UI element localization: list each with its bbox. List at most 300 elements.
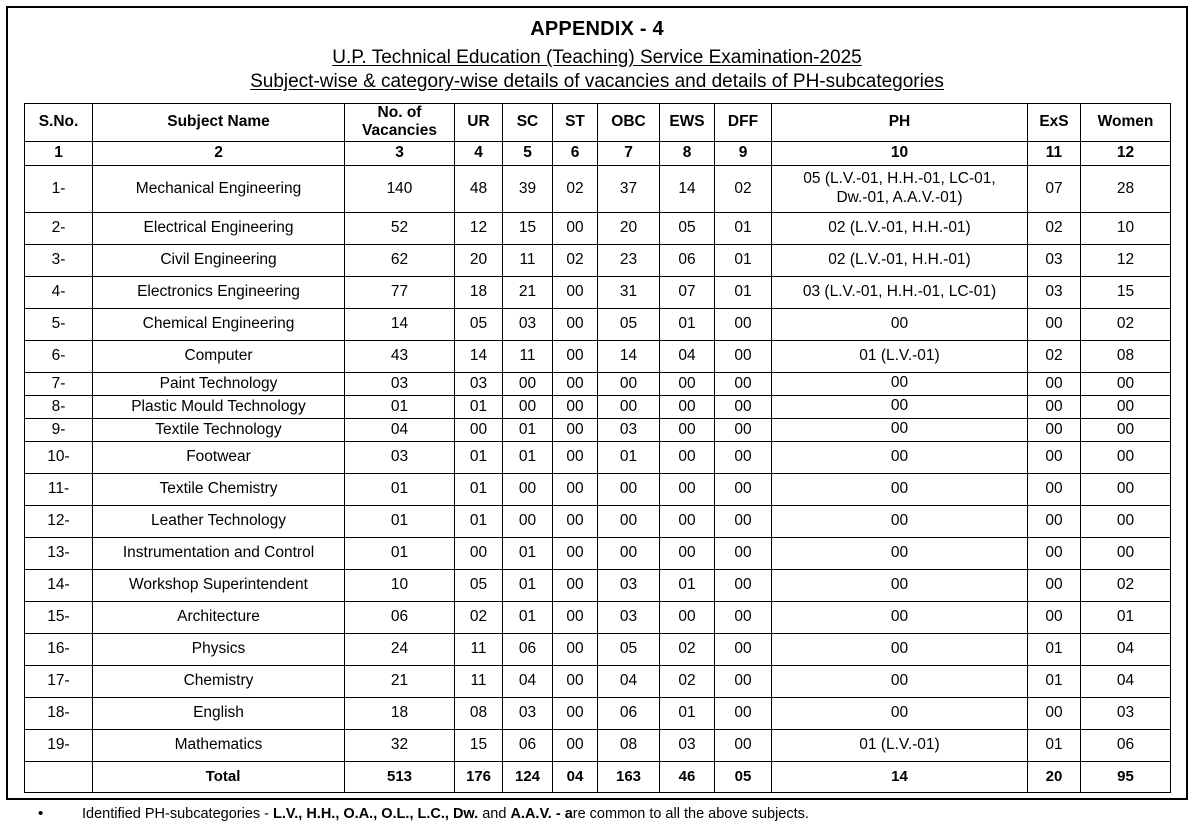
table-row [25, 308, 1171, 340]
cell-vacancies: 01 [345, 537, 455, 569]
total-cell-sc: 124 [503, 761, 553, 792]
cell-st: 00 [553, 276, 598, 308]
col-header-subject: Subject Name [93, 103, 345, 141]
cell-st: 00 [553, 505, 598, 537]
cell-women: 06 [1081, 729, 1171, 761]
cell-vacancies: 04 [345, 418, 455, 441]
col-header-vacancies-line1: No. of [378, 104, 422, 121]
cell-ur: 14 [455, 340, 503, 372]
col-number-1: 1 [25, 141, 93, 165]
cell-vacancies: 10 [345, 569, 455, 601]
col-header-exs: ExS [1028, 103, 1081, 141]
cell-dff: 00 [715, 441, 772, 473]
cell-vacancies: 24 [345, 633, 455, 665]
cell-subject: Textile Chemistry [93, 473, 345, 505]
subtitle [24, 70, 1170, 94]
cell-sc: 00 [503, 473, 553, 505]
cell-dff: 01 [715, 276, 772, 308]
cell-sno: 17- [25, 665, 93, 697]
cell-dff: 00 [715, 308, 772, 340]
col-header-vacancies [345, 103, 455, 141]
cell-ews: 07 [660, 276, 715, 308]
cell-ur: 15 [455, 729, 503, 761]
cell-ews: 00 [660, 537, 715, 569]
cell-ews: 00 [660, 505, 715, 537]
cell-ews: 00 [660, 395, 715, 418]
cell-subject: Footwear [93, 441, 345, 473]
cell-exs: 00 [1028, 537, 1081, 569]
cell-obc: 05 [598, 308, 660, 340]
cell-women: 28 [1081, 165, 1171, 212]
cell-ews: 02 [660, 633, 715, 665]
cell-ews: 01 [660, 308, 715, 340]
col-header-sno: S.No. [25, 103, 93, 141]
cell-ur: 03 [455, 372, 503, 395]
cell-ph: 05 (L.V.-01, H.H.-01, LC-01, Dw.-01, A.A.V.-01) [772, 165, 1028, 212]
table-row [25, 418, 1171, 441]
cell-women: 01 [1081, 601, 1171, 633]
cell-sno: 10- [25, 441, 93, 473]
cell-st: 00 [553, 697, 598, 729]
cell-ur: 05 [455, 569, 503, 601]
table-row [25, 569, 1171, 601]
cell-ews: 00 [660, 601, 715, 633]
cell-ur: 01 [455, 473, 503, 505]
col-header-women: Women [1081, 103, 1171, 141]
cell-st: 00 [553, 441, 598, 473]
header-row-numbers [25, 141, 1171, 165]
exam-title-text: U.P. Technical Education (Teaching) Service Examination-2025 [332, 47, 862, 68]
cell-ur: 02 [455, 601, 503, 633]
total-cell-dff: 05 [715, 761, 772, 792]
cell-sno: 9- [25, 418, 93, 441]
cell-ph: 02 (L.V.-01, H.H.-01) [772, 212, 1028, 244]
cell-sc: 01 [503, 441, 553, 473]
total-cell-sno [25, 761, 93, 792]
cell-obc: 31 [598, 276, 660, 308]
cell-women: 04 [1081, 665, 1171, 697]
table-row [25, 395, 1171, 418]
cell-exs: 02 [1028, 212, 1081, 244]
cell-sc: 11 [503, 244, 553, 276]
page-title: APPENDIX - 4 [24, 18, 1170, 41]
table-row [25, 473, 1171, 505]
cell-dff: 00 [715, 473, 772, 505]
cell-sno: 8- [25, 395, 93, 418]
cell-ph: 00 [772, 569, 1028, 601]
cell-ur: 01 [455, 441, 503, 473]
cell-women: 00 [1081, 418, 1171, 441]
cell-sno: 18- [25, 697, 93, 729]
cell-sno: 7- [25, 372, 93, 395]
col-number-8: 8 [660, 141, 715, 165]
cell-sno: 4- [25, 276, 93, 308]
cell-vacancies: 14 [345, 308, 455, 340]
cell-subject: Mechanical Engineering [93, 165, 345, 212]
table-row [25, 244, 1171, 276]
cell-ph: 00 [772, 395, 1028, 418]
table-body [25, 165, 1171, 792]
cell-sc: 03 [503, 697, 553, 729]
cell-obc: 14 [598, 340, 660, 372]
cell-women: 00 [1081, 441, 1171, 473]
cell-dff: 00 [715, 372, 772, 395]
cell-sc: 11 [503, 340, 553, 372]
vacancy-table [24, 103, 1171, 793]
col-number-6: 6 [553, 141, 598, 165]
cell-ews: 00 [660, 372, 715, 395]
cell-subject: Paint Technology [93, 372, 345, 395]
cell-sc: 00 [503, 505, 553, 537]
cell-st: 00 [553, 372, 598, 395]
cell-obc: 06 [598, 697, 660, 729]
footnote-part5: re common to all the above subjects. [573, 806, 809, 822]
cell-sno: 2- [25, 212, 93, 244]
cell-vacancies: 32 [345, 729, 455, 761]
cell-sc: 01 [503, 601, 553, 633]
col-header-sc: SC [503, 103, 553, 141]
subtitle-text: Subject-wise & category-wise details of vacancies and details of PH-subcategories [250, 71, 944, 92]
cell-obc: 04 [598, 665, 660, 697]
cell-exs: 00 [1028, 372, 1081, 395]
cell-women: 08 [1081, 340, 1171, 372]
cell-dff: 00 [715, 601, 772, 633]
cell-women: 00 [1081, 505, 1171, 537]
cell-dff: 00 [715, 729, 772, 761]
cell-ur: 01 [455, 395, 503, 418]
cell-st: 02 [553, 165, 598, 212]
cell-ews: 02 [660, 665, 715, 697]
table-row [25, 165, 1171, 212]
cell-dff: 00 [715, 697, 772, 729]
cell-subject: English [93, 697, 345, 729]
footnote-part3: and [478, 806, 510, 822]
cell-women: 10 [1081, 212, 1171, 244]
cell-sno: 6- [25, 340, 93, 372]
cell-subject: Instrumentation and Control [93, 537, 345, 569]
cell-st: 00 [553, 308, 598, 340]
cell-dff: 01 [715, 212, 772, 244]
cell-st: 00 [553, 212, 598, 244]
cell-sno: 15- [25, 601, 93, 633]
cell-obc: 01 [598, 441, 660, 473]
cell-exs: 01 [1028, 665, 1081, 697]
table-row [25, 212, 1171, 244]
cell-sno: 12- [25, 505, 93, 537]
cell-ur: 18 [455, 276, 503, 308]
cell-dff: 02 [715, 165, 772, 212]
cell-obc: 00 [598, 473, 660, 505]
table-row [25, 372, 1171, 395]
cell-ph: 00 [772, 308, 1028, 340]
cell-exs: 00 [1028, 441, 1081, 473]
cell-st: 00 [553, 665, 598, 697]
cell-women: 12 [1081, 244, 1171, 276]
cell-vacancies: 01 [345, 395, 455, 418]
cell-obc: 08 [598, 729, 660, 761]
cell-st: 00 [553, 569, 598, 601]
cell-subject: Electronics Engineering [93, 276, 345, 308]
cell-sno: 1- [25, 165, 93, 212]
col-number-4: 4 [455, 141, 503, 165]
total-cell-ur: 176 [455, 761, 503, 792]
cell-sno: 13- [25, 537, 93, 569]
cell-vacancies: 03 [345, 372, 455, 395]
bullet-icon: • [38, 805, 82, 823]
cell-sc: 01 [503, 569, 553, 601]
cell-vacancies: 18 [345, 697, 455, 729]
cell-obc: 23 [598, 244, 660, 276]
cell-exs: 00 [1028, 473, 1081, 505]
cell-vacancies: 43 [345, 340, 455, 372]
cell-ur: 01 [455, 505, 503, 537]
cell-obc: 00 [598, 395, 660, 418]
cell-dff: 00 [715, 633, 772, 665]
cell-women: 02 [1081, 308, 1171, 340]
cell-women: 00 [1081, 395, 1171, 418]
cell-obc: 05 [598, 633, 660, 665]
col-number-10: 10 [772, 141, 1028, 165]
footnote-part1: Identified PH-subcategories - [82, 806, 273, 822]
table-header [25, 103, 1171, 165]
cell-sno: 14- [25, 569, 93, 601]
cell-dff: 00 [715, 665, 772, 697]
cell-ur: 11 [455, 665, 503, 697]
cell-exs: 02 [1028, 340, 1081, 372]
cell-ph: 00 [772, 537, 1028, 569]
cell-obc: 00 [598, 505, 660, 537]
cell-ews: 00 [660, 418, 715, 441]
cell-st: 00 [553, 418, 598, 441]
table-row [25, 505, 1171, 537]
cell-ur: 05 [455, 308, 503, 340]
cell-dff: 01 [715, 244, 772, 276]
total-cell-vacancies: 513 [345, 761, 455, 792]
cell-obc: 00 [598, 372, 660, 395]
cell-exs: 00 [1028, 395, 1081, 418]
cell-dff: 00 [715, 395, 772, 418]
cell-st: 00 [553, 340, 598, 372]
cell-ews: 05 [660, 212, 715, 244]
col-header-st: ST [553, 103, 598, 141]
cell-exs: 01 [1028, 729, 1081, 761]
cell-subject: Electrical Engineering [93, 212, 345, 244]
cell-st: 00 [553, 633, 598, 665]
cell-subject: Civil Engineering [93, 244, 345, 276]
cell-women: 00 [1081, 473, 1171, 505]
footnote-text [82, 805, 1170, 823]
cell-subject: Textile Technology [93, 418, 345, 441]
cell-ph: 00 [772, 665, 1028, 697]
table-row [25, 340, 1171, 372]
cell-st: 00 [553, 473, 598, 505]
cell-ur: 00 [455, 537, 503, 569]
cell-obc: 37 [598, 165, 660, 212]
cell-sc: 39 [503, 165, 553, 212]
cell-exs: 03 [1028, 276, 1081, 308]
cell-vacancies: 06 [345, 601, 455, 633]
cell-exs: 00 [1028, 569, 1081, 601]
exam-title [24, 46, 1170, 70]
cell-dff: 00 [715, 340, 772, 372]
cell-sc: 06 [503, 633, 553, 665]
cell-exs: 07 [1028, 165, 1081, 212]
col-header-ur: UR [455, 103, 503, 141]
cell-st: 00 [553, 537, 598, 569]
col-number-12: 12 [1081, 141, 1171, 165]
total-cell-obc: 163 [598, 761, 660, 792]
cell-exs: 00 [1028, 505, 1081, 537]
cell-vacancies: 52 [345, 212, 455, 244]
cell-subject: Chemical Engineering [93, 308, 345, 340]
total-cell-ph: 14 [772, 761, 1028, 792]
total-cell-women: 95 [1081, 761, 1171, 792]
cell-st: 02 [553, 244, 598, 276]
cell-ews: 04 [660, 340, 715, 372]
total-cell-subject: Total [93, 761, 345, 792]
cell-vacancies: 21 [345, 665, 455, 697]
col-number-11: 11 [1028, 141, 1081, 165]
cell-subject: Workshop Superintendent [93, 569, 345, 601]
cell-ews: 00 [660, 441, 715, 473]
cell-women: 15 [1081, 276, 1171, 308]
cell-obc: 03 [598, 418, 660, 441]
cell-ur: 48 [455, 165, 503, 212]
col-number-2: 2 [93, 141, 345, 165]
cell-dff: 00 [715, 537, 772, 569]
cell-ph: 00 [772, 633, 1028, 665]
cell-subject: Leather Technology [93, 505, 345, 537]
col-number-7: 7 [598, 141, 660, 165]
cell-subject: Mathematics [93, 729, 345, 761]
col-header-obc: OBC [598, 103, 660, 141]
cell-vacancies: 140 [345, 165, 455, 212]
cell-ur: 08 [455, 697, 503, 729]
cell-subject: Computer [93, 340, 345, 372]
cell-ph: 01 (L.V.-01) [772, 340, 1028, 372]
cell-obc: 03 [598, 569, 660, 601]
cell-obc: 00 [598, 537, 660, 569]
cell-women: 00 [1081, 372, 1171, 395]
cell-ews: 00 [660, 473, 715, 505]
cell-obc: 20 [598, 212, 660, 244]
table-row [25, 276, 1171, 308]
cell-ph: 03 (L.V.-01, H.H.-01, LC-01) [772, 276, 1028, 308]
cell-ph: 02 (L.V.-01, H.H.-01) [772, 244, 1028, 276]
cell-exs: 00 [1028, 308, 1081, 340]
cell-exs: 03 [1028, 244, 1081, 276]
cell-ews: 06 [660, 244, 715, 276]
footnote-subcategories: L.V., H.H., O.A., O.L., L.C., Dw. [273, 806, 478, 822]
cell-vacancies: 01 [345, 473, 455, 505]
cell-ph: 00 [772, 601, 1028, 633]
cell-sno: 11- [25, 473, 93, 505]
cell-ur: 11 [455, 633, 503, 665]
table-total-row [25, 761, 1171, 792]
total-cell-exs: 20 [1028, 761, 1081, 792]
cell-sno: 19- [25, 729, 93, 761]
cell-subject: Plastic Mould Technology [93, 395, 345, 418]
header-row-labels [25, 103, 1171, 141]
cell-sno: 5- [25, 308, 93, 340]
cell-women: 02 [1081, 569, 1171, 601]
cell-st: 00 [553, 601, 598, 633]
cell-obc: 03 [598, 601, 660, 633]
cell-dff: 00 [715, 505, 772, 537]
cell-subject: Physics [93, 633, 345, 665]
cell-sc: 00 [503, 395, 553, 418]
title-block [24, 18, 1170, 94]
col-number-3: 3 [345, 141, 455, 165]
col-header-dff: DFF [715, 103, 772, 141]
cell-subject: Architecture [93, 601, 345, 633]
table-row [25, 441, 1171, 473]
cell-exs: 00 [1028, 418, 1081, 441]
cell-ews: 14 [660, 165, 715, 212]
table-row [25, 633, 1171, 665]
cell-exs: 01 [1028, 633, 1081, 665]
cell-sc: 00 [503, 372, 553, 395]
table-row [25, 697, 1171, 729]
total-cell-st: 04 [553, 761, 598, 792]
table-row [25, 601, 1171, 633]
col-header-ews: EWS [660, 103, 715, 141]
cell-ph: 00 [772, 372, 1028, 395]
table-row [25, 665, 1171, 697]
cell-ews: 01 [660, 697, 715, 729]
cell-dff: 00 [715, 418, 772, 441]
cell-vacancies: 03 [345, 441, 455, 473]
cell-ph: 00 [772, 473, 1028, 505]
cell-sc: 21 [503, 276, 553, 308]
table-row [25, 729, 1171, 761]
cell-sc: 15 [503, 212, 553, 244]
col-header-ph: PH [772, 103, 1028, 141]
cell-women: 03 [1081, 697, 1171, 729]
cell-vacancies: 62 [345, 244, 455, 276]
cell-ph: 00 [772, 505, 1028, 537]
cell-ur: 12 [455, 212, 503, 244]
cell-sc: 01 [503, 418, 553, 441]
col-header-vacancies-line2: Vacancies [362, 122, 437, 139]
cell-dff: 00 [715, 569, 772, 601]
col-number-9: 9 [715, 141, 772, 165]
col-number-5: 5 [503, 141, 553, 165]
cell-vacancies: 01 [345, 505, 455, 537]
cell-sc: 01 [503, 537, 553, 569]
cell-ur: 00 [455, 418, 503, 441]
cell-ur: 20 [455, 244, 503, 276]
cell-ph: 01 (L.V.-01) [772, 729, 1028, 761]
cell-women: 04 [1081, 633, 1171, 665]
cell-sc: 04 [503, 665, 553, 697]
cell-sno: 16- [25, 633, 93, 665]
table-row [25, 537, 1171, 569]
cell-sc: 06 [503, 729, 553, 761]
cell-sno: 3- [25, 244, 93, 276]
total-cell-ews: 46 [660, 761, 715, 792]
cell-subject: Chemistry [93, 665, 345, 697]
cell-ews: 01 [660, 569, 715, 601]
footnote [24, 805, 1170, 823]
cell-women: 00 [1081, 537, 1171, 569]
footnote-aav: A.A.V. - a [510, 806, 572, 822]
cell-st: 00 [553, 729, 598, 761]
cell-ph: 00 [772, 697, 1028, 729]
cell-exs: 00 [1028, 697, 1081, 729]
cell-sc: 03 [503, 308, 553, 340]
cell-vacancies: 77 [345, 276, 455, 308]
